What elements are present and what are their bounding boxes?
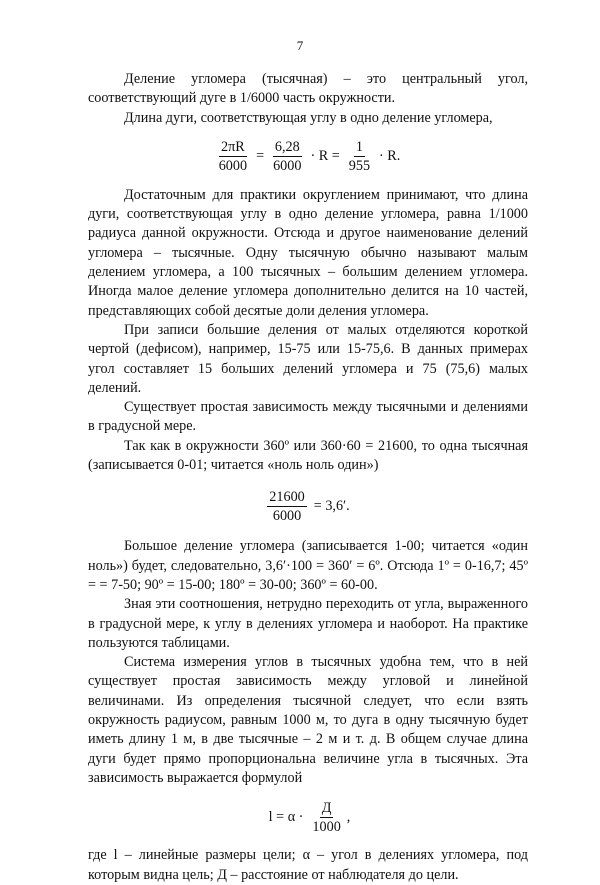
formula-tail: = 3,6′. — [313, 497, 350, 514]
paragraph-circle: Так как в окружности 360º или 360·60 = 21600, то одна тысячная (записывается 0-01; читается «ноль ноль один») — [88, 437, 528, 474]
fraction-D-1000 — [310, 799, 342, 836]
fraction-denominator: 6000 — [273, 158, 302, 175]
formula-arc-length — [88, 128, 528, 186]
paragraph-legend: где l – линейные размеры цели; α – угол в делениях угломера, под которым видна цель; Д – расстояние от наблюдателя до цели. — [88, 847, 528, 883]
paragraph-large-division: Большое деление угломера (записывается 1-00; читается «один ноль») будет, следовательно, 3,6′·100 = 360′ = 6º. Отсюда 1º = 0-16,7; 45º = = 7-50; 90º = 15-00; 180º = 30-00; 360º = 60-00. — [88, 538, 528, 593]
fraction-1-955 — [347, 138, 372, 175]
paragraph-dependency: Существует простая зависимость между тысячными и делениями в градусной мере. — [88, 399, 528, 435]
paragraph-system: Система измерения углов в тысячных удобна тем, что в ней существует простая зависимость между угловой и линейной величинами. Из определения тысячной следует, что если взять окружность радиусом, равным 1000 м, то дуга в одну тысячную будет иметь длину 1 м, в две тысячные – 2 м и т. д. В общем случае длина дуги будет прямо пропорциональна величине угла в тысячных. Эта зависимость выражается формулой — [88, 654, 528, 786]
paragraph-notation: При записи большие деления от малых отделяются короткой чертой (дефисом), например, 15-75 или 15-75,6. В данных примерах угол составляет 15 больших делений угломера и 75 (75,6) малых делений. — [88, 321, 528, 396]
paragraph-arc-length: Длина дуги, соответствующая углу в одно деление угломера, — [124, 109, 493, 126]
formula-tail: · R. — [379, 148, 401, 165]
fraction-numerator: 2πR — [221, 139, 245, 156]
fraction-numerator: Д — [321, 799, 332, 816]
paragraph-rounding: Достаточным для практики округлением принимают, что длина дуги, соответствующая углу в одно деление угломера, равна 1/1000 радиуса данной окружности. Отсюда и другое наименование делений угломера – тысячные. Одну тысячную обычно называют малым делением угломера, а 100 тысячных – большим делением угломера. Иногда малое деление угломера дополнительно делится на 10 частей, представляющих собой десятые доли деления угломера. — [88, 186, 528, 319]
formula-tail: , — [346, 808, 351, 825]
fraction-numerator: 6,28 — [274, 139, 300, 156]
formula-lhs: l = α · — [268, 808, 304, 825]
fraction-denominator: 6000 — [218, 158, 248, 175]
formula-operator: · R = — [310, 148, 340, 165]
fraction-628 — [271, 138, 303, 175]
fraction-numerator: 1 — [355, 139, 363, 156]
formula-linear-size — [88, 788, 528, 846]
formula-one-thousandth — [88, 475, 528, 537]
fraction-numerator: 21600 — [269, 488, 305, 505]
paragraph-tables: Зная эти соотношения, нетрудно переходить от угла, выраженного в градусной мере, к углу в делениях угломера и наоборот. На практике пользуются таблицами. — [88, 596, 528, 651]
fraction-denominator: 1000 — [312, 818, 341, 835]
fraction-denominator: 955 — [348, 158, 371, 175]
fraction-21600-6000 — [267, 488, 306, 525]
equals-sign: = — [256, 148, 265, 165]
paragraph-definition: Деление угломера (тысячная) – это центральный угол, соответствующий дуге в 1/6000 часть окружности. — [88, 71, 528, 107]
page-number: 7 — [296, 38, 304, 53]
fraction-2piR — [217, 138, 249, 175]
fraction-denominator: 6000 — [272, 507, 302, 524]
page-content — [88, 70, 528, 885]
